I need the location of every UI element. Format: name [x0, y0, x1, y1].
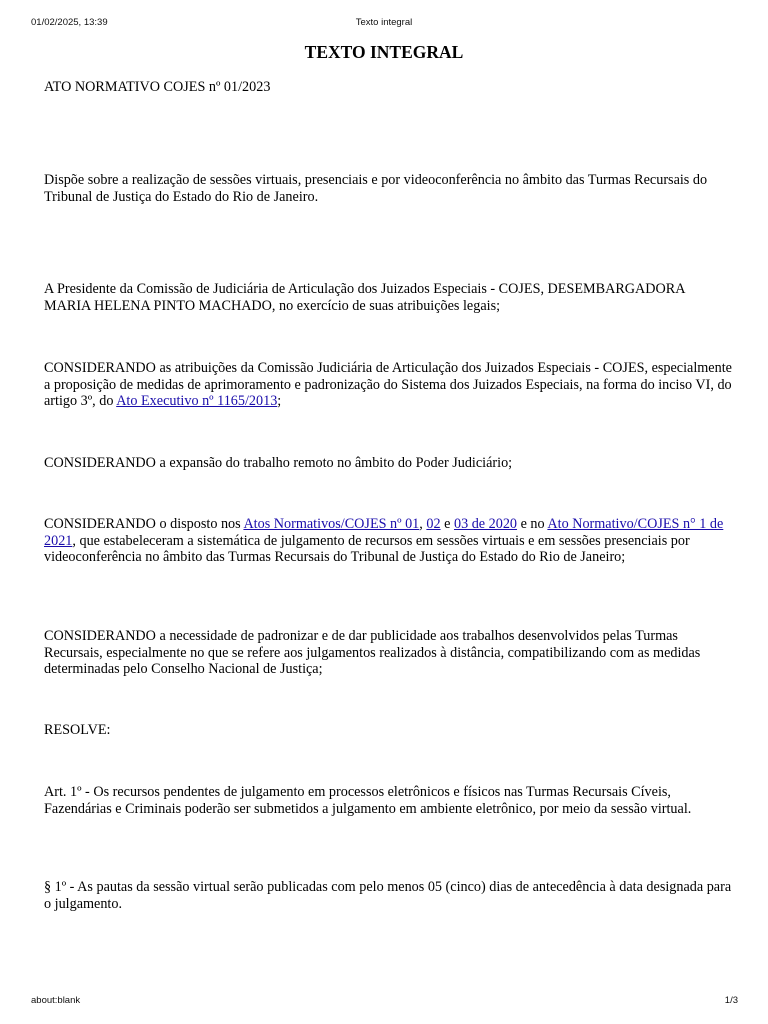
ato-executivo-link[interactable]: Ato Executivo nº 1165/2013	[116, 393, 278, 409]
considerando-3-tail: , que estabeleceram a sistemática de julgamento de recursos em sessões virtuais e em sessões presenciais por videoconferência no âmbito das Turmas Recursais do Tribunal de Justiça do Estado do Rio de Janeiro;	[44, 532, 690, 565]
print-page-title: Texto integral	[355, 17, 413, 28]
resolve-heading: RESOLVE:	[44, 722, 111, 738]
considerando-3-sep3: e no	[517, 516, 548, 532]
considerando-4-paragraph: CONSIDERANDO a necessidade de padronizar e de dar publicidade aos trabalhos desenvolvidos pelas Turmas Recursais, especialmente no que se refere aos julgamentos realizados à distância, compatibilizando com as medidas determinadas pelo Conselho Nacional de Justiça;	[44, 628, 701, 677]
paragraph-1-section: § 1º - As pautas da sessão virtual serão publicadas com pelo menos 05 (cinco) dias de antecedência à data designada para o julgamento.	[44, 879, 732, 912]
ato-heading: ATO NORMATIVO COJES nº 01/2023	[44, 79, 271, 95]
ato-normativo-02-link[interactable]: 02	[426, 516, 441, 532]
article-1-paragraph: Art. 1º - Os recursos pendentes de julgamento em processos eletrônicos e físicos nas Turmas Recursais Cíveis, Fazendárias e Criminais poderão ser submetidos a julgamento em ambiente eletrônico, por meio da sessão virtual.	[44, 784, 692, 817]
document-title: TEXTO INTEGRAL	[304, 42, 464, 62]
considerando-3-sep1: ,	[419, 516, 427, 532]
ato-normativo-2021-link[interactable]: Ato Normativo/COJES n° 1 de 2021	[44, 516, 724, 549]
ementa-paragraph: Dispõe sobre a realização de sessões virtuais, presenciais e por videoconferência no âmbito das Turmas Recursais do Tribunal de Justiça do Estado do Rio de Janeiro.	[44, 172, 708, 205]
print-header	[0, 17, 768, 31]
considerando-3-paragraph	[44, 516, 734, 566]
preamble-paragraph: A Presidente da Comissão de Judiciária de Articulação dos Juizados Especiais - COJES, DESEMBARGADORA MARIA HELENA PINTO MACHADO, no exercício de suas atribuições legais;	[44, 281, 685, 314]
considerando-1-paragraph	[44, 360, 734, 410]
considerando-2-paragraph: CONSIDERANDO a expansão do trabalho remoto no âmbito do Poder Judiciário;	[44, 455, 513, 471]
considerando-1-tail: ;	[277, 393, 282, 409]
print-page-number: 1/3	[724, 995, 738, 1006]
print-url: about:blank	[31, 995, 81, 1006]
considerando-1-text: CONSIDERANDO as atribuições da Comissão Judiciária de Articulação dos Juizados Especiais - COJES, especialmente a proposição de medidas de aprimoramento e padronização do Sistema dos Juizados Especiais, na forma do inciso VI, do artigo 3º, do	[44, 360, 732, 409]
considerando-3-sep2: e	[440, 516, 454, 532]
print-footer	[0, 995, 768, 1009]
considerando-3-pre: CONSIDERANDO o disposto nos	[44, 516, 244, 532]
print-datetime: 01/02/2025, 13:39	[31, 17, 108, 28]
atos-normativos-01-link[interactable]: Atos Normativos/COJES nº 01	[243, 516, 420, 532]
ato-normativo-03-link[interactable]: 03 de 2020	[453, 516, 518, 532]
